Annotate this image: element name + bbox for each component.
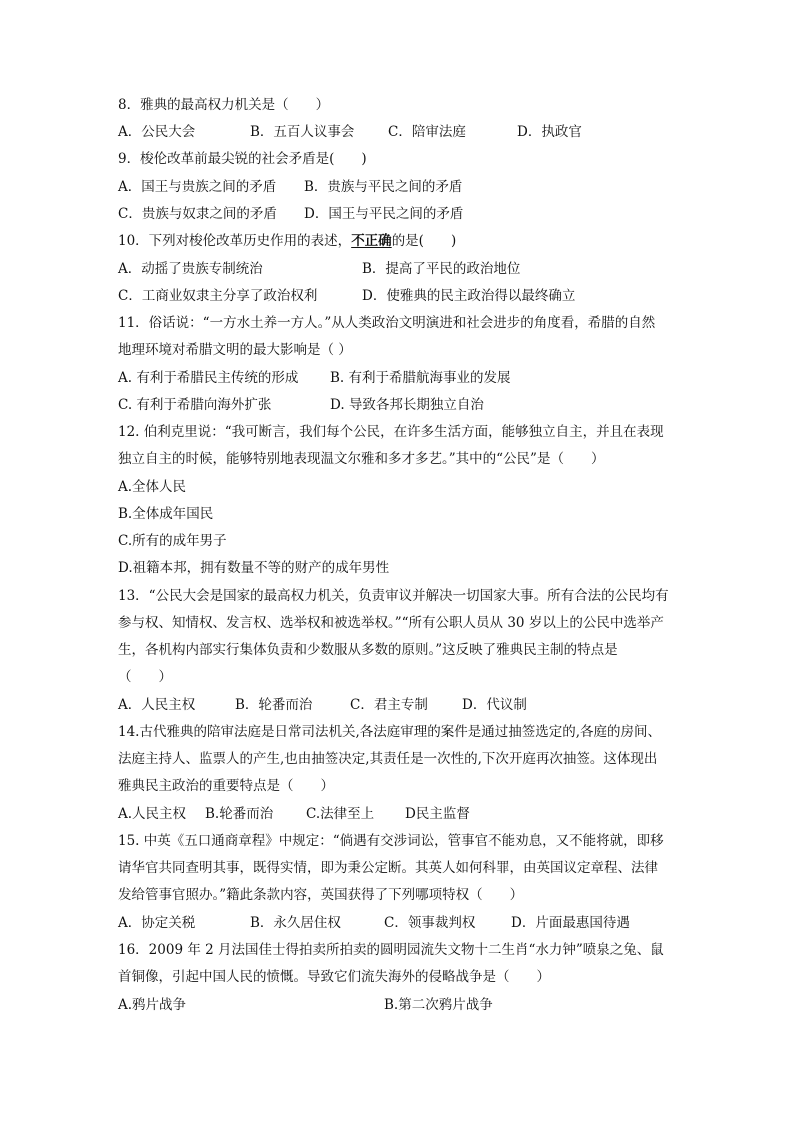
question-13-stem-line-3: 生，各机构内部实行集体负责和少数服从多数的原则。”这反映了雅典民主制的特点是 bbox=[118, 642, 618, 658]
q11-option-a: A. 有利于希腊民主传统的形成 bbox=[118, 370, 299, 386]
q11-option-d: D. 导致各邦长期独立自治 bbox=[330, 397, 484, 413]
question-16-stem-line-2: 首铜像，引起中国人民的愤慨。导致它们流失海外的侵略战争是（ ） bbox=[118, 969, 550, 985]
q9-option-d: D．国王与平民之间的矛盾 bbox=[304, 206, 464, 222]
q10-option-c: C．工商业奴隶主分享了政治权利 bbox=[118, 288, 318, 304]
question-13-stem-line-2: 参与权、知情权、发言权、选举权和被选举权。”“所有公职人员从 30 岁以上的公民中选举产 bbox=[118, 615, 664, 631]
q15-option-b: B．永久居住权 bbox=[250, 915, 341, 931]
question-16-stem-line-1: 16．2009 年 2 月法国佳士得拍卖所拍卖的圆明园流失文物十二生肖“水力钟”喷泉之兔、鼠 bbox=[118, 942, 664, 958]
question-14-stem-line-3: 雅典民主政治的重要特点是（ ） bbox=[118, 778, 334, 794]
question-10-stem-pre: 10．下列对梭伦改革历史作用的表述， bbox=[118, 233, 352, 249]
question-15-stem-line-2: 请华官共同查明其事，既得实情，即为秉公定断。其英人如何科罪，由英国议定章程、法律 bbox=[118, 860, 658, 876]
question-13-stem-line-4: （ ） bbox=[118, 669, 172, 685]
q12-option-a: A.全体人民 bbox=[118, 479, 187, 495]
question-14-stem-line-1: 14.古代雅典的陪审法庭是日常司法机关,各法庭审理的案件是通过抽签选定的,各庭的房间、 bbox=[118, 724, 662, 740]
q15-option-c: C．领事裁判权 bbox=[384, 915, 476, 931]
q13-option-b: B．轮番而治 bbox=[235, 697, 313, 713]
q9-option-c: C．贵族与奴隶之间的矛盾 bbox=[118, 206, 277, 222]
q11-option-b: B. 有利于希腊航海事业的发展 bbox=[330, 370, 511, 386]
q8-option-c: C．陪审法庭 bbox=[388, 124, 466, 140]
q15-option-a: A．协定关税 bbox=[118, 915, 196, 931]
q10-option-b: B．提高了平民的政治地位 bbox=[362, 261, 521, 277]
q9-option-a: A．国王与贵族之间的矛盾 bbox=[118, 179, 277, 195]
question-15-stem-line-1: 15. 中英《五口通商章程》中规定：“倘遇有交涉词讼，管事官不能劝息，又不能将就，即移 bbox=[118, 833, 664, 849]
q14-option-c: C.法律至上 bbox=[306, 806, 375, 822]
q10-option-d: D．使雅典的民主政治得以最终确立 bbox=[362, 288, 576, 304]
q12-option-d: D.祖籍本邦，拥有数量不等的财产的成年男性 bbox=[118, 560, 390, 576]
question-9-stem: 9．梭伦改革前最尖锐的社会矛盾是( ) bbox=[118, 151, 367, 167]
question-10-stem-post: 的是( ) bbox=[391, 233, 457, 249]
question-14-stem-line-2: 法庭主持人、监票人的产生,也由抽签决定,其责任是一次性的,下次开庭再次抽签。这体现出 bbox=[118, 751, 658, 767]
q13-option-c: C．君主专制 bbox=[350, 697, 428, 713]
question-12-stem-line-2: 独立自主的时候，能够特别地表现温文尔雅和多才多艺。”其中的“公民”是（ ） bbox=[118, 451, 605, 467]
q10-option-a: A．动摇了贵族专制统治 bbox=[118, 261, 263, 277]
q8-option-b: B．五百人议事会 bbox=[250, 124, 355, 140]
q8-option-a: A．公民大会 bbox=[118, 124, 196, 140]
question-12-stem-line-1: 12. 伯利克里说：“我可断言，我们每个公民，在许多生活方面，能够独立自主，并且在表现 bbox=[118, 424, 664, 440]
q13-option-d: D．代议制 bbox=[462, 697, 527, 713]
q13-option-a: A．人民主权 bbox=[118, 697, 196, 713]
question-15-stem-line-3: 发给管事官照办。”籍此条款内容，英国获得了下列哪项特权（ ） bbox=[118, 887, 524, 903]
q9-option-b: B．贵族与平民之间的矛盾 bbox=[304, 179, 463, 195]
question-13-stem-line-1: 13．“公民大会是国家的最高权力机关，负责审议并解决一切国家大事。所有合法的公民均有 bbox=[118, 588, 669, 604]
q11-option-c: C. 有利于希腊向海外扩张 bbox=[118, 397, 272, 413]
question-10-stem bbox=[118, 232, 456, 250]
q12-option-c: C.所有的成年男子 bbox=[118, 533, 227, 549]
q15-option-d: D．片面最惠国待遇 bbox=[511, 915, 630, 931]
q16-option-b: B.第二次鸦片战争 bbox=[384, 997, 493, 1013]
q8-option-d: D．执政官 bbox=[517, 124, 582, 140]
q14-option-d: D民主监督 bbox=[405, 806, 470, 822]
q14-option-a: A.人民主权 bbox=[118, 806, 187, 822]
question-10-emphasis: 不正确 bbox=[351, 233, 392, 249]
q12-option-b: B.全体成年国民 bbox=[118, 506, 214, 522]
q16-option-a: A.鸦片战争 bbox=[118, 997, 187, 1013]
q14-option-b: B.轮番而治 bbox=[205, 806, 274, 822]
question-8-stem: 8．雅典的最高权力机关是（ ） bbox=[118, 97, 330, 113]
question-11-stem-line-1: 11．俗话说：“一方水土养一方人。”从人类政治文明演进和社会进步的角度看，希腊的自然 bbox=[118, 315, 656, 331]
question-11-stem-line-2: 地理环境对希腊文明的最大影响是（ ） bbox=[118, 342, 352, 358]
